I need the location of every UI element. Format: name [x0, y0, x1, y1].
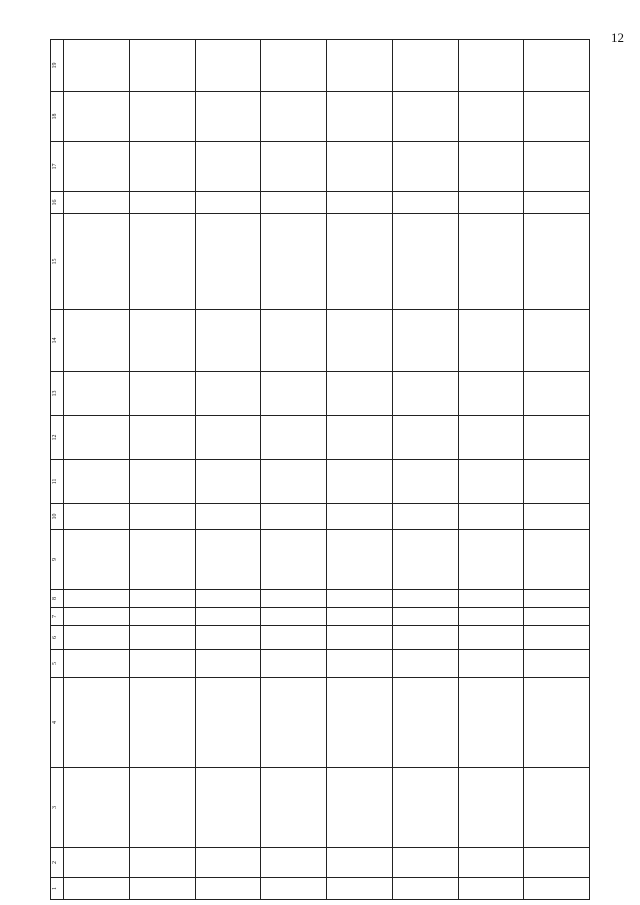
table-cell — [261, 848, 327, 878]
table-cell — [392, 650, 458, 678]
column-number-7: 7 — [51, 608, 64, 626]
table-row — [129, 40, 195, 900]
table-cell — [129, 848, 195, 878]
table-cell — [392, 768, 458, 848]
table-cell — [129, 214, 195, 310]
table-cell — [327, 372, 393, 416]
table-cell — [458, 416, 524, 460]
table-cell — [458, 92, 524, 142]
table-cell — [129, 310, 195, 372]
table-cell — [524, 678, 590, 768]
table-cell — [261, 214, 327, 310]
column-number-13: 13 — [51, 372, 64, 416]
table-cell — [327, 142, 393, 192]
table-cell — [524, 848, 590, 878]
table-cell — [327, 608, 393, 626]
table-cell — [524, 650, 590, 678]
column-number-11: 11 — [51, 460, 64, 504]
table-cell — [64, 416, 130, 460]
table-cell — [327, 878, 393, 900]
table-row — [392, 40, 458, 900]
table-cell — [458, 192, 524, 214]
table-cell — [261, 142, 327, 192]
table-cell — [195, 504, 261, 530]
table-cell — [327, 504, 393, 530]
column-number-4: 4 — [51, 678, 64, 768]
table-cell — [64, 650, 130, 678]
column-number-10: 10 — [51, 504, 64, 530]
table-cell — [524, 878, 590, 900]
table-body — [64, 40, 590, 900]
table-cell — [195, 142, 261, 192]
table-cell — [458, 460, 524, 504]
table-row — [327, 40, 393, 900]
table-cell — [129, 768, 195, 848]
table-cell — [524, 192, 590, 214]
table-cell — [392, 848, 458, 878]
table-cell — [327, 192, 393, 214]
table-cell — [129, 650, 195, 678]
table-cell — [392, 372, 458, 416]
table-cell — [392, 678, 458, 768]
table-cell — [129, 504, 195, 530]
table-cell — [392, 608, 458, 626]
program-activities-table — [50, 39, 590, 900]
table-cell — [129, 626, 195, 650]
table-cell — [129, 142, 195, 192]
column-number-3: 3 — [51, 768, 64, 848]
table-cell — [195, 416, 261, 460]
table-cell — [64, 192, 130, 214]
table-cell — [392, 92, 458, 142]
table-cell — [458, 626, 524, 650]
table-cell — [261, 504, 327, 530]
table-cell — [64, 372, 130, 416]
table-cell — [524, 460, 590, 504]
table-cell — [524, 214, 590, 310]
table-cell — [195, 848, 261, 878]
column-number-9: 9 — [51, 530, 64, 590]
table-cell — [261, 372, 327, 416]
column-number-15: 15 — [51, 214, 64, 310]
table-cell — [392, 192, 458, 214]
table-cell — [64, 142, 130, 192]
table-cell — [327, 416, 393, 460]
table-cell — [64, 678, 130, 768]
table-cell — [524, 92, 590, 142]
column-number-6: 6 — [51, 626, 64, 650]
table-cell — [392, 530, 458, 590]
table-cell — [524, 142, 590, 192]
table-cell — [458, 504, 524, 530]
table-cell — [392, 626, 458, 650]
table-cell — [64, 590, 130, 608]
column-number-17: 17 — [51, 142, 64, 192]
table-cell — [524, 372, 590, 416]
table-cell — [392, 878, 458, 900]
table-cell — [458, 848, 524, 878]
table-cell — [261, 650, 327, 678]
table-cell — [392, 310, 458, 372]
table-cell — [195, 768, 261, 848]
column-number-8: 8 — [51, 590, 64, 608]
column-number-14: 14 — [51, 310, 64, 372]
table-cell — [327, 92, 393, 142]
table-cell — [195, 878, 261, 900]
table-row — [195, 40, 261, 900]
column-number-2: 2 — [51, 848, 64, 878]
table-cell — [195, 372, 261, 416]
table-cell — [327, 678, 393, 768]
rotated-table-container — [50, 40, 590, 900]
table-cell — [195, 310, 261, 372]
table-cell — [129, 372, 195, 416]
table-cell — [261, 40, 327, 92]
table-cell — [64, 848, 130, 878]
table-cell — [327, 214, 393, 310]
table-cell — [195, 608, 261, 626]
table-cell — [129, 192, 195, 214]
column-number-1: 1 — [51, 878, 64, 900]
table-cell — [261, 460, 327, 504]
table-cell — [195, 192, 261, 214]
table-cell — [261, 192, 327, 214]
table-cell — [129, 460, 195, 504]
table-cell — [327, 590, 393, 608]
table-cell — [129, 878, 195, 900]
table-cell — [195, 650, 261, 678]
table-cell — [261, 626, 327, 650]
table-cell — [327, 650, 393, 678]
table-cell — [524, 768, 590, 848]
table-cell — [392, 142, 458, 192]
table-cell — [392, 504, 458, 530]
table-cell — [392, 40, 458, 92]
table-cell — [458, 214, 524, 310]
table-cell — [64, 40, 130, 92]
table-cell — [129, 608, 195, 626]
table-cell — [64, 768, 130, 848]
table-cell — [327, 768, 393, 848]
table-cell — [261, 678, 327, 768]
table-cell — [129, 530, 195, 590]
table-cell — [195, 678, 261, 768]
table-cell — [195, 40, 261, 92]
page-number: 12 — [611, 30, 624, 45]
table-cell — [458, 608, 524, 626]
table-cell — [261, 92, 327, 142]
table-cell — [129, 416, 195, 460]
table-cell — [64, 214, 130, 310]
table-cell — [195, 590, 261, 608]
table-cell — [524, 504, 590, 530]
table-cell — [195, 460, 261, 504]
table-cell — [261, 310, 327, 372]
table-cell — [64, 92, 130, 142]
table-row — [458, 40, 524, 900]
table-row — [261, 40, 327, 900]
table-row — [524, 40, 590, 900]
table-cell — [64, 310, 130, 372]
column-number-16: 16 — [51, 192, 64, 214]
table-cell — [392, 590, 458, 608]
table-cell — [261, 608, 327, 626]
column-number-18: 18 — [51, 92, 64, 142]
table-cell — [392, 460, 458, 504]
table-cell — [524, 416, 590, 460]
table-cell — [458, 878, 524, 900]
table-cell — [458, 768, 524, 848]
table-cell — [458, 678, 524, 768]
table-cell — [64, 504, 130, 530]
table-cell — [524, 608, 590, 626]
table-cell — [524, 626, 590, 650]
table-cell — [195, 626, 261, 650]
table-cell — [261, 590, 327, 608]
table-cell — [327, 460, 393, 504]
table-cell — [392, 214, 458, 310]
table-row — [64, 40, 130, 900]
table-cell — [458, 650, 524, 678]
table-cell — [64, 460, 130, 504]
table-cell — [458, 142, 524, 192]
table-cell — [392, 416, 458, 460]
table-cell — [327, 848, 393, 878]
table-cell — [327, 40, 393, 92]
table-cell — [524, 530, 590, 590]
column-number-row — [51, 40, 64, 900]
table-cell — [129, 40, 195, 92]
table-cell — [327, 530, 393, 590]
column-number-12: 12 — [51, 416, 64, 460]
table-cell — [327, 626, 393, 650]
table-cell — [195, 530, 261, 590]
table-cell — [195, 92, 261, 142]
table-cell — [524, 310, 590, 372]
table-cell — [524, 40, 590, 92]
table-cell — [458, 310, 524, 372]
table-cell — [524, 590, 590, 608]
column-number-19: 19 — [51, 40, 64, 92]
table-cell — [261, 768, 327, 848]
table-cell — [64, 530, 130, 590]
table-cell — [129, 590, 195, 608]
table-cell — [64, 626, 130, 650]
table-cell — [327, 310, 393, 372]
table-cell — [261, 878, 327, 900]
table-cell — [129, 678, 195, 768]
table-cell — [261, 416, 327, 460]
column-number-5: 5 — [51, 650, 64, 678]
table-cell — [195, 214, 261, 310]
table-cell — [458, 40, 524, 92]
table-cell — [64, 608, 130, 626]
table-cell — [458, 590, 524, 608]
table-cell — [458, 530, 524, 590]
table-cell — [458, 372, 524, 416]
table-cell — [261, 530, 327, 590]
table-cell — [64, 878, 130, 900]
table-cell — [129, 92, 195, 142]
